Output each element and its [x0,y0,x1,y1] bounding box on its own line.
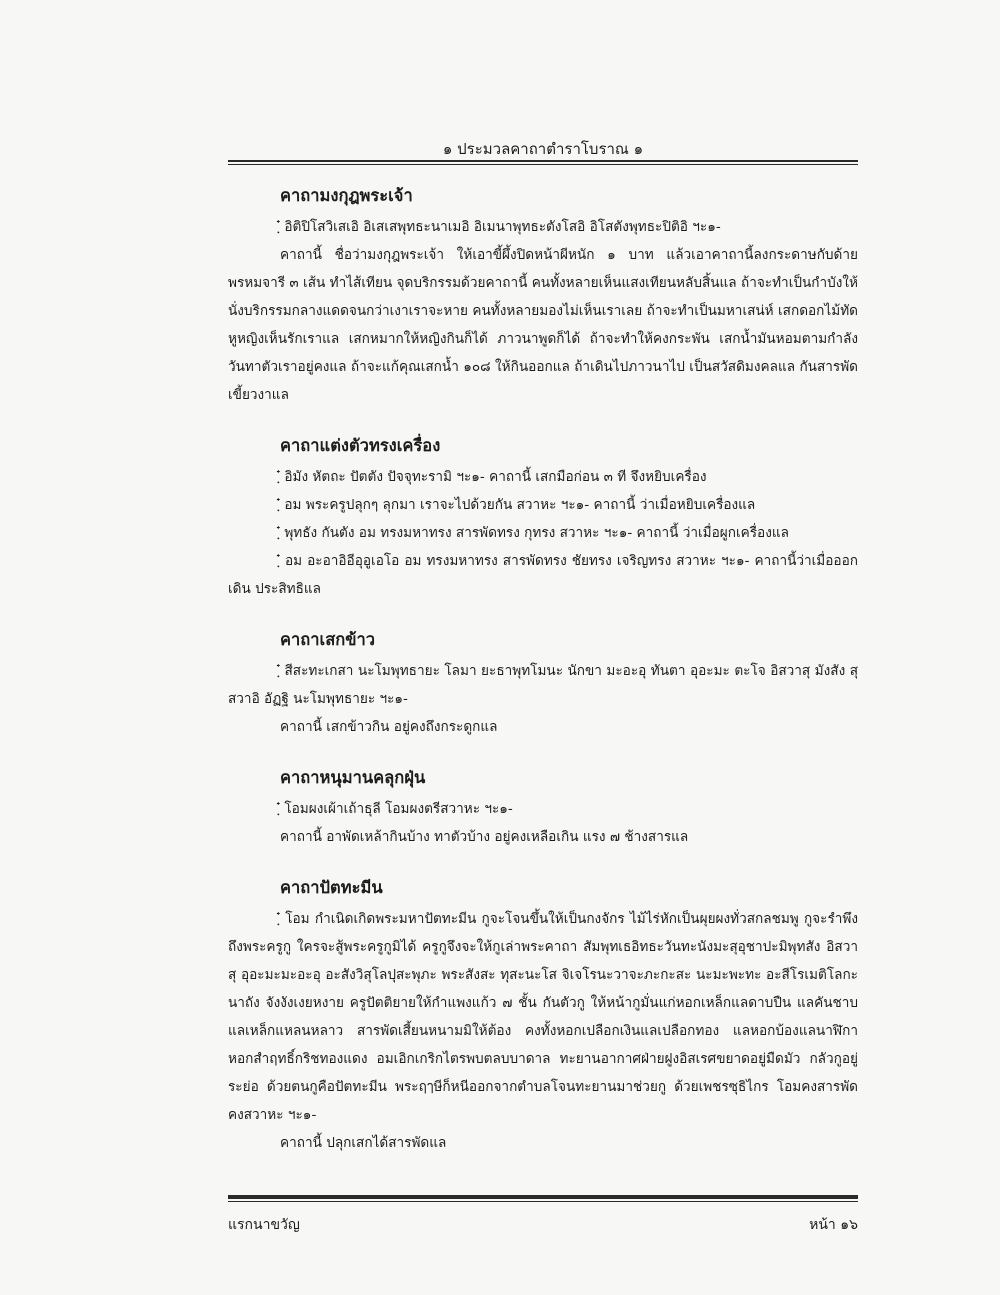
section-hanuman [228,765,858,851]
incantation-text: ฺ๋ อิมัง หัตถะ ปัตตัง ปัจจุทะรามิ ฯะ๑- คาถานี้ เสกมือก่อน ๓ ที จึงหยิบเครื่อง [280,469,707,485]
footer-book-title: แรกนาขวัญ [228,1217,300,1233]
incantation-text: ฺ๋ สีสะทะเกสา นะโมพุทธายะ โลมา ยะธาพุทโมนะ นักขา มะอะอุ ทันตา อุอะมะ ตะโจ อิสวาสุ มังสัง สุสวาอิ อัฏฐิ นะโมพุทธายะ ฯะ๑- [228,663,858,707]
section-heading: คาถาปัตทะมีน [280,878,383,897]
incantation-text: ฺ๋ พุทธัง กันตัง อม ทรงมหาทรง สารพัดทรง กุทรง สวาหะ ฯะ๑- คาถานี้ ว่าเมื่อผูกเครื่องแล [280,525,789,541]
section-dressing [228,433,858,603]
header-rule [228,160,858,162]
instruction-text: คาถานี้ เสกข้าวกิน อยู่คงถึงกระดูกแล [280,719,498,735]
section-heading: คาถาเสกข้าว [280,630,376,649]
footer-rule-thin [228,1201,858,1202]
instruction-text: คาถานี้ ชื่อว่ามงกุฎพระเจ้า ให้เอาขี้ผึ้งปิดหน้าผีหนัก ๑ บาท แล้วเอาคาถานี้ลงกระดาษกับด้ายพรหมจารี ๓ เส้น ทำไส้เทียน จุดบริกรรมด้วยคาถานี้ คนทั้งหลายเห็นแสงเทียนหลับสิ้นแล ถ้าจะทำเป็นกำบังให้นั่งบริกรรมกลางแดดจนกว่าเงาเราจะหาย คนทั้งหลายมองไม่เห็นเราเลย ถ้าจะทำเป็นมหาเสน่ห์ เสกดอกไม้ทัดหูหญิงเห็นรักเราแล เสกหมากให้หญิงกินก็ได้ ภาวนาพูดก็ได้ ถ้าจะทำให้คงกระพัน เสกน้ำมันหอมตามกำลังวันทาตัวเราอยู่คงแล ถ้าจะแก้คุณเสกน้ำ ๑๐๘ ให้กินออกแล ถ้าเดินไปภาวนาไป เป็นสวัสดิมงคลแล กันสารพัดเขี้ยวงาแล [228,247,858,403]
main-content [228,183,858,1181]
incantation-text: ฺ๋ อิติปิโสวิเสเอิ อิเสเสพุทธะนาเมอิ อิเมนาพุทธะตังโสอิ อิโสตังพุทธะปิติอิ ฯะ๑- [280,219,721,235]
section-pattamin [228,875,858,1157]
incantation-text: ฺ๋ อม อะอาอิอีอุอูเอโอ อม ทรงมหาทรง สารพัดทรง ชัยทรง เจริญทรง สวาหะ ฯะ๑- คาถานี้ว่าเมื่อออกเดิน ประสิทธิแล [228,553,858,597]
instruction-text: คาถานี้ ปลุกเสกได้สารพัดแล [280,1135,447,1151]
incantation-text: ฺ๋ อม พระครูปลุกๆ ลุกมา เราจะไปด้วยกัน สวาหะ ฯะ๑- คาถานี้ ว่าเมื่อหยิบเครื่องแล [280,497,756,513]
incantation-text: ฺ๋ โอมผงเผ้าเถ้าธุลี โอมผงตรีสวาหะ ฯะ๑- [280,801,513,817]
header-rule-thin [228,164,858,165]
section-heading: คาถาหนุมานคลุกฝุ่น [280,768,426,787]
section-heading: คาถามงกุฎพระเจ้า [280,186,413,205]
section-heading: คาถาแต่งตัวทรงเครื่อง [280,436,441,455]
page-header-title: ๑ ประมวลคาถาตำราโบราณ ๑ [442,140,644,158]
footer-rule [228,1195,858,1199]
instruction-text: คาถานี้ อาพัดเหล้ากินบ้าง ทาตัวบ้าง อยู่คงเหลือเกิน แรง ๗ ช้างสารแล [280,829,689,845]
section-rice [228,627,858,741]
page-number: หน้า ๑๖ [809,1217,858,1233]
section-mongkut [228,183,858,409]
incantation-text: ฺ๋ โอม กำเนิดเกิดพระมหาปัตทะมีน กูจะโจนขึ้นให้เป็นกงจักร ไม้ไร่หักเป็นผุยผงทั่วสกลชมพู กูจะรำพึงถึงพระครูกู ใครจะสู้พระครูกูมิได้ ครูกูจึงจะให้กูเล่าพระคาถา สัมพุทเธอิทธะวันทะนังมะสุอุชาปะมิพุทสัง อิสวาสุ อุอะมะมะอะอุ อะสังวิสุโลปุสะพุภะ พระสังสะ ทุสะนะโส จิเจโรนะวาจะภะกะสะ นะมะพะทะ อะสีโรเมติโลกะนาถัง จังงังเงยหงาย ครูปัตติยายให้กำแพงแก้ว ๗ ชั้น กันตัวกู ให้หน้ากูมั่นแก่หอกเหล็กแลดาบปืน แลคันชาบแลเหล็กแหลนหลาว สารพัดเสี้ยนหนามมิให้ต้อง คงทั้งหอกเปลือกเงินแลเปลือกทอง แลหอกบ้องแลนาฬิกา หอกสำฤทธิ์กริชทองแดง อมเอิกเกริกไตรพบตลบบาดาล ทะยานอากาศฝ่ายฝูงอิสเรศขยาดอยู่มืดมัว กลัวกูอยู่ระย่อ ด้วยตนกูคือปัตทะมีน พระฤๅษีก็หนีออกจากตำบลโจนทะยานมาช่วยกู ด้วยเพชรซุธิไกร โอมคงสารพัดคงสวาหะ ฯะ๑- [228,911,858,1123]
